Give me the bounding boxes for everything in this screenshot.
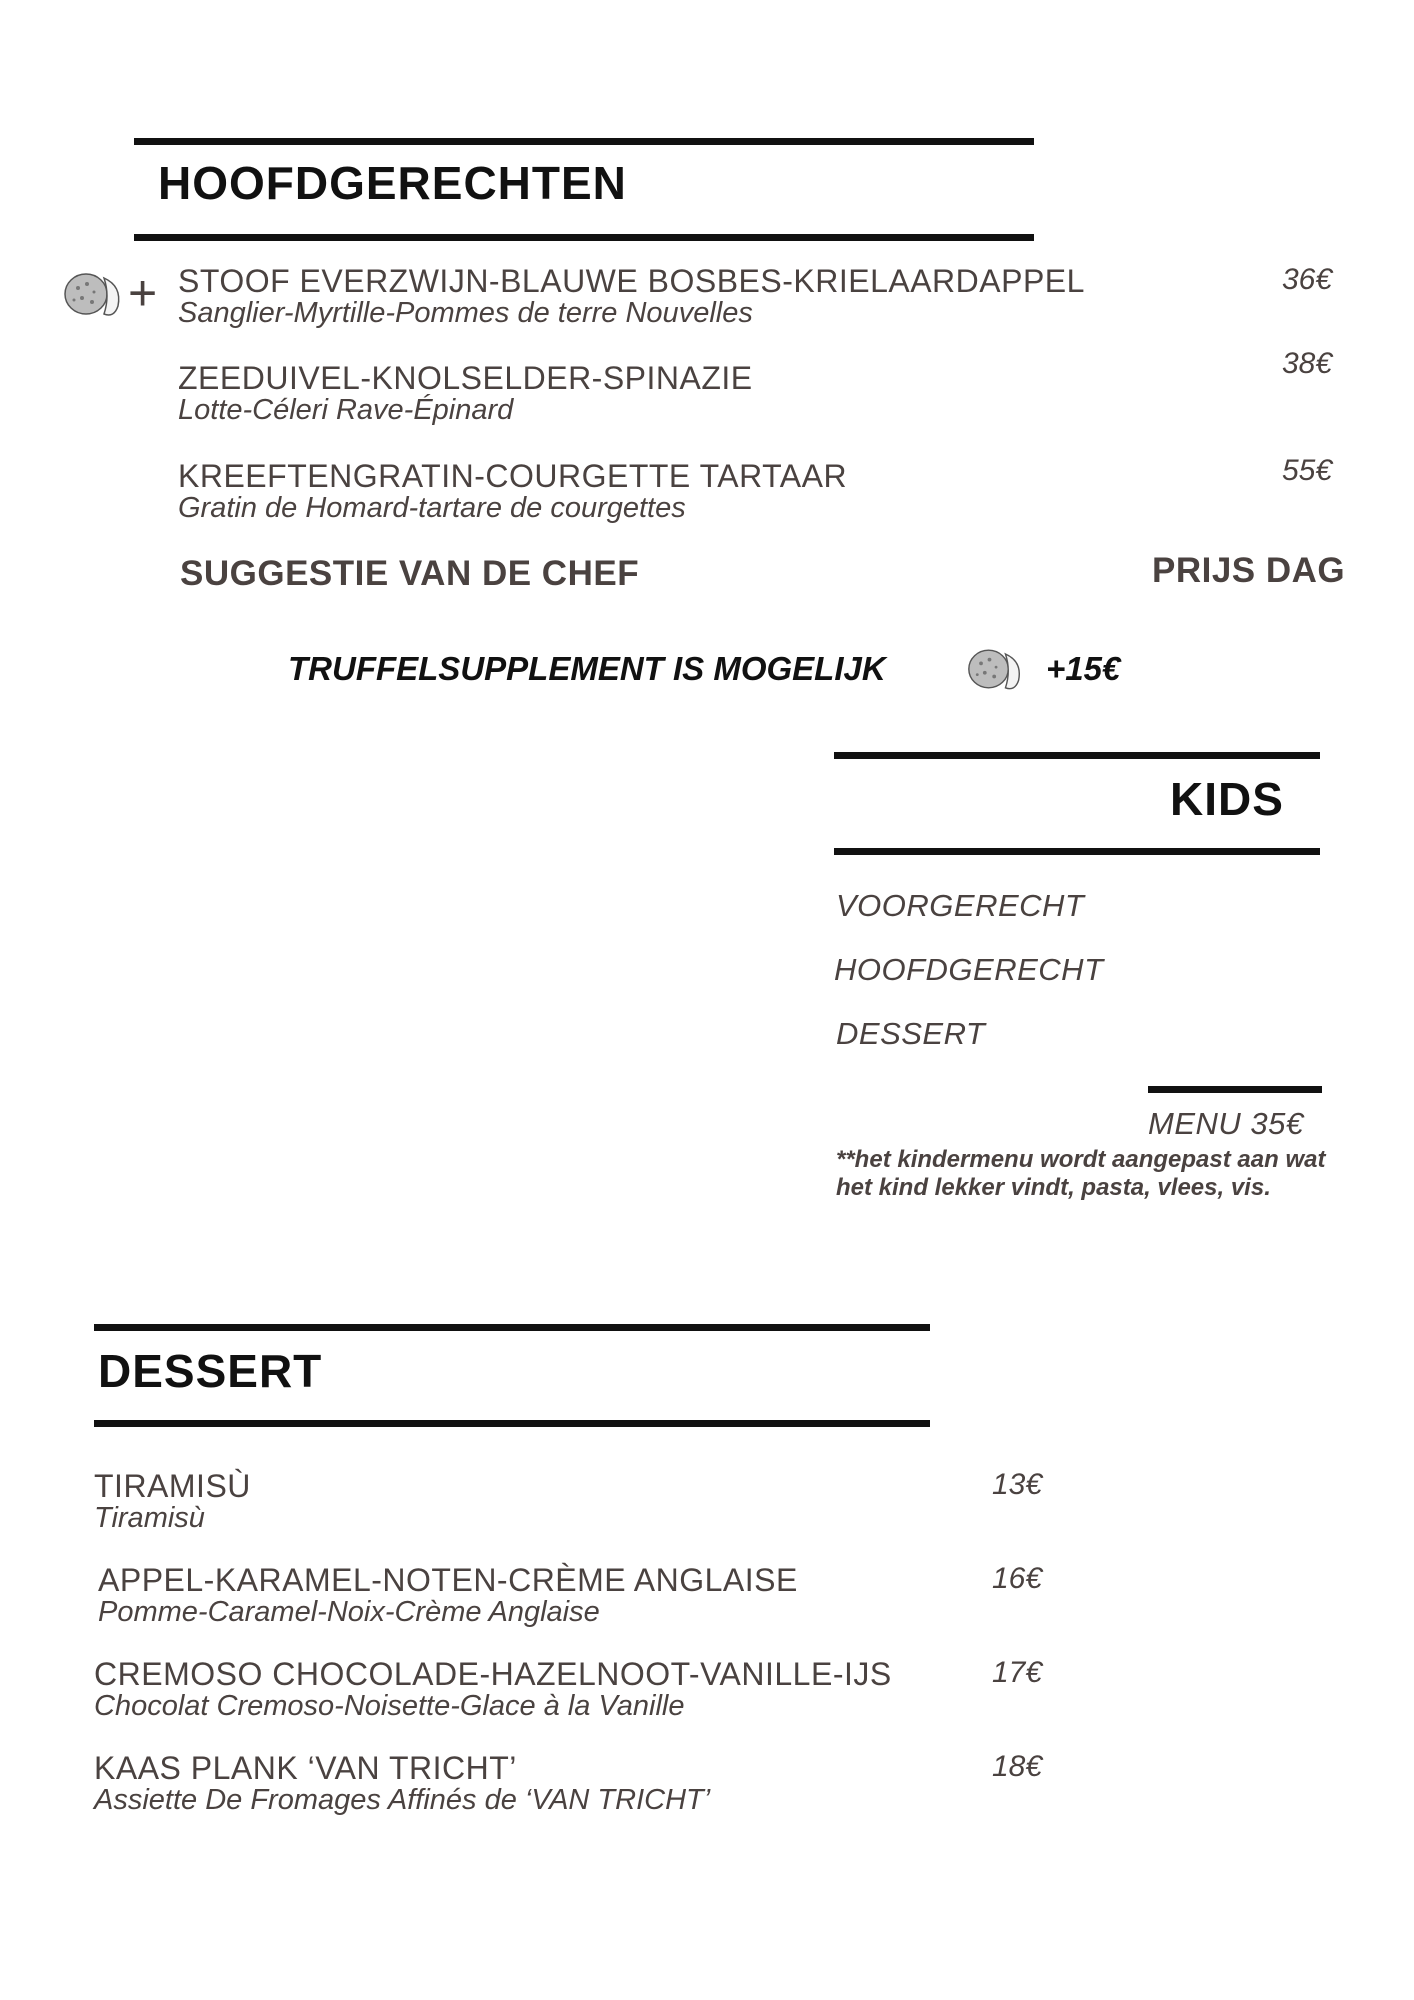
dessert-title: DESSERT (98, 1345, 323, 1397)
truffle-icon (966, 642, 1028, 696)
main-item-2-desc: Lotte-Céleri Rave-Épinard (178, 394, 514, 426)
main-item-1-price: 36€ (1282, 263, 1333, 296)
kids-menu-rule (1148, 1086, 1322, 1093)
kids-top-rule (834, 752, 1320, 759)
dessert-bottom-rule (94, 1420, 930, 1427)
hoofdgerechten-top-rule (134, 138, 1034, 145)
dessert-top-rule (94, 1324, 930, 1331)
main-item-3-name: KREEFTENGRATIN-COURGETTE TARTAAR (178, 458, 848, 494)
truffle-supplement-label: TRUFFELSUPPLEMENT IS MOGELIJK (288, 650, 886, 687)
main-item-2-name: ZEEDUIVEL-KNOLSELDER-SPINAZIE (178, 360, 753, 396)
main-item-1-desc: Sanglier-Myrtille-Pommes de terre Nouvelles (178, 297, 753, 329)
truffle-supplement-price: +15€ (1046, 650, 1121, 687)
main-item-3-desc: Gratin de Homard-tartare de courgettes (178, 492, 686, 524)
dessert-item-1-price: 13€ (992, 1468, 1043, 1501)
dessert-item-2-price: 16€ (992, 1562, 1043, 1595)
dessert-item-3-name: CREMOSO CHOCOLADE-HAZELNOOT-VANILLE-IJS (94, 1656, 892, 1692)
dessert-item-4-price: 18€ (992, 1750, 1043, 1783)
truffle-icon (62, 266, 128, 322)
dessert-item-2-desc: Pomme-Caramel-Noix-Crème Anglaise (98, 1596, 600, 1628)
main-item-3-price: 55€ (1282, 454, 1333, 487)
main-item-1-name: STOOF EVERZWIJN-BLAUWE BOSBES-KRIELAARDAPPEL (178, 263, 1085, 299)
main-item-2-price: 38€ (1282, 347, 1333, 380)
hoofdgerechten-bottom-rule (134, 234, 1034, 241)
chef-suggestion-label: SUGGESTIE VAN DE CHEF (180, 554, 640, 593)
hoofdgerechten-title: HOOFDGERECHTEN (158, 157, 627, 209)
plus-sign: + (128, 265, 158, 321)
kids-menu-price: MENU 35€ (1148, 1106, 1304, 1141)
chef-suggestion-price: PRIJS DAG (1152, 551, 1346, 590)
kids-item-voorgerecht: VOORGERECHT (836, 888, 1085, 923)
dessert-item-3-desc: Chocolat Cremoso-Noisette-Glace à la Vanille (94, 1690, 685, 1722)
kids-item-hoofdgerecht: HOOFDGERECHT (834, 952, 1104, 987)
dessert-item-1-desc: Tiramisù (94, 1502, 205, 1534)
dessert-item-1-name: TIRAMISÙ (94, 1468, 251, 1504)
kids-menu-note: **het kindermenu wordt aangepast aan wat het kind lekker vindt, pasta, vlees, vis. (836, 1146, 1326, 1201)
dessert-item-3-price: 17€ (992, 1656, 1043, 1689)
kids-bottom-rule (834, 848, 1320, 855)
kids-item-dessert: DESSERT (836, 1016, 986, 1051)
dessert-item-4-desc: Assiette De Fromages Affinés de ‘VAN TRICHT’ (94, 1784, 711, 1816)
dessert-item-2-name: APPEL-KARAMEL-NOTEN-CRÈME ANGLAISE (98, 1562, 798, 1598)
kids-title: KIDS (1170, 773, 1284, 825)
dessert-item-4-name: KAAS PLANK ‘VAN TRICHT’ (94, 1750, 517, 1786)
